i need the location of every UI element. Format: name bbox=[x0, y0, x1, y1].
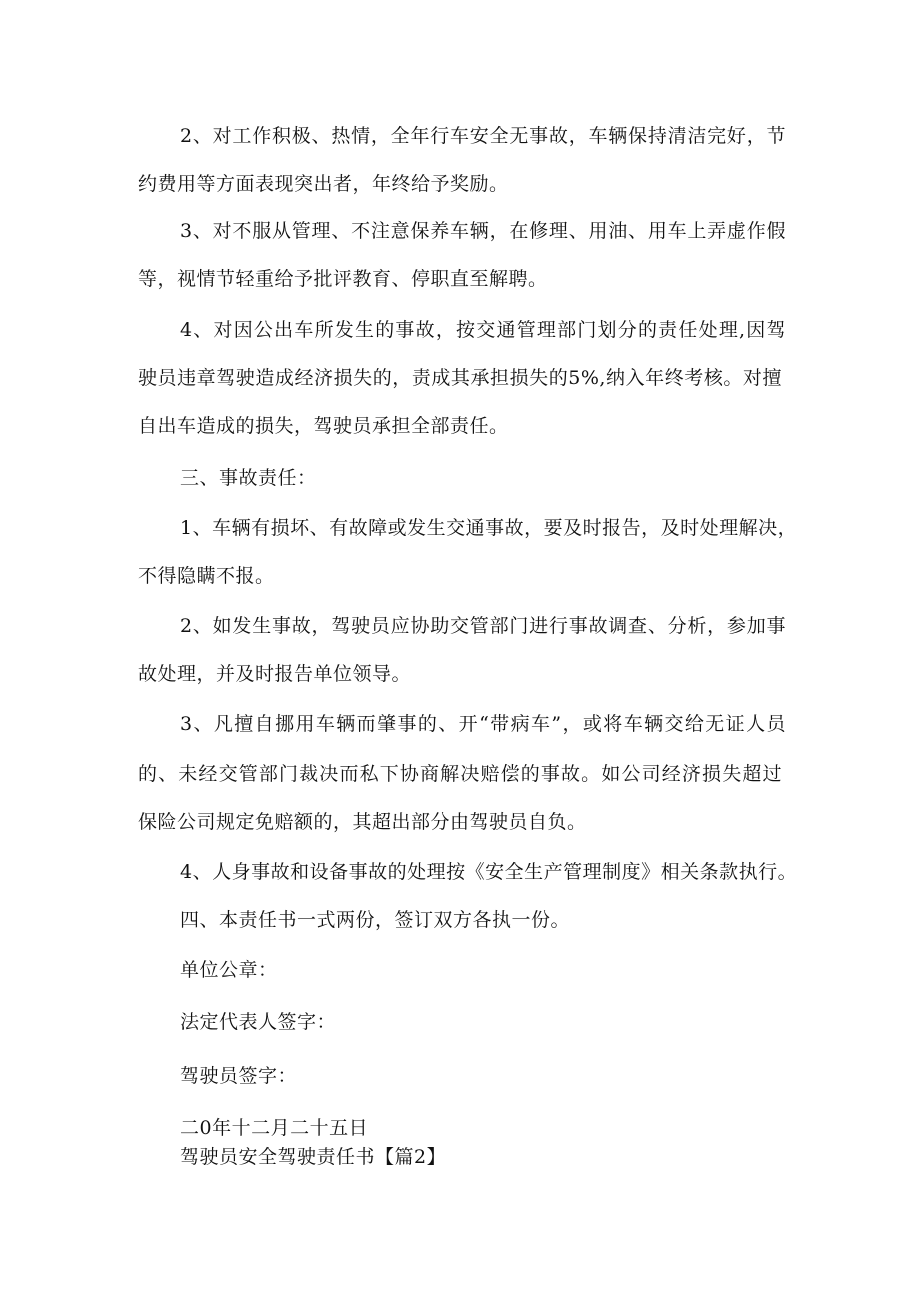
p6-line3: 保险公司规定免赔额的，其超出部分由驾驶员自负。 bbox=[138, 811, 587, 833]
p6-line2: 的、未经交管部门裁决而私下协商解决赔偿的事故。如公司经济损失超过 bbox=[138, 763, 782, 785]
p7-line: 4、人身事故和设备事故的处理按《安全生产管理制度》相关条款执行。 bbox=[180, 861, 798, 883]
signature-legal-rep-label: 法定代表人签字： bbox=[180, 1011, 337, 1033]
section-4: 四、本责任书一式两份，签订双方各执一份。 bbox=[180, 909, 571, 931]
p1-line2: 约费用等方面表现突出者，年终给予奖励。 bbox=[138, 173, 509, 195]
p2-line2: 等，视情节轻重给予批评教育、停职直至解聘。 bbox=[138, 268, 548, 290]
signature-seal-label: 单位公章： bbox=[180, 959, 278, 981]
p4-line2: 不得隐瞒不报。 bbox=[138, 565, 275, 587]
p3-line2: 驶员违章驾驶造成经济损失的，责成其承担损失的5%,纳入年终考核。对擅 bbox=[138, 367, 782, 389]
p3-line1: 4、对因公出车所发生的事故，按交通管理部门划分的责任处理,因驾 bbox=[180, 319, 786, 341]
p4-line1: 1、车辆有损坏、有故障或发生交通事故，要及时报告，及时处理解决， bbox=[180, 517, 798, 539]
signature-driver-label: 驾驶员签字： bbox=[180, 1065, 298, 1087]
p5-line1: 2、如发生事故，驾驶员应协助交管部门进行事故调查、分析，参加事 bbox=[180, 615, 786, 637]
p3-line3: 自出车造成的损失，驾驶员承担全部责任。 bbox=[138, 415, 509, 437]
p1-line1: 2、对工作积极、热情，全年行车安全无事故，车辆保持清洁完好，节 bbox=[180, 125, 786, 147]
p5-line2: 故处理，并及时报告单位领导。 bbox=[138, 663, 412, 685]
p6-line1: 3、凡擅自挪用车辆而肇事的、开“带病车”，或将车辆交给无证人员 bbox=[180, 713, 786, 735]
next-section-title: 驾驶员安全驾驶责任书【篇2】 bbox=[180, 1146, 447, 1168]
p2-line1: 3、对不服从管理、不注意保养车辆，在修理、用油、用车上弄虚作假 bbox=[180, 220, 786, 242]
section-heading-3: 三、事故责任： bbox=[180, 467, 317, 489]
document-date: 二0年十二月二十五日 bbox=[180, 1117, 369, 1139]
